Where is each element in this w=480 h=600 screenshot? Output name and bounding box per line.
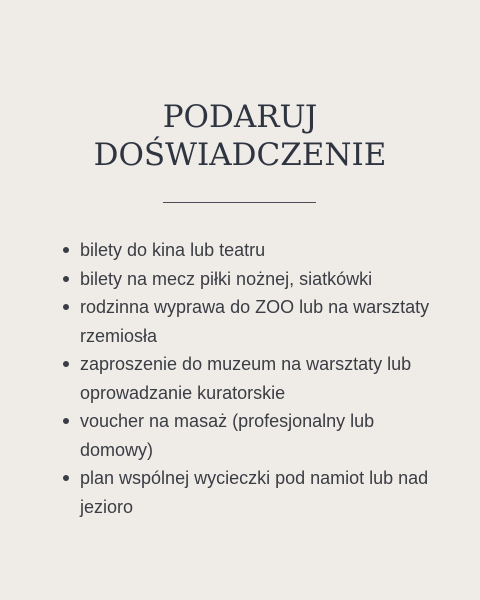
list-item [60, 464, 440, 521]
page-title [0, 98, 480, 174]
bullet-icon [63, 361, 69, 367]
list-item-text: voucher na masaż (profesjonalny lub domowy) [80, 411, 375, 460]
bullet-icon [63, 475, 69, 481]
title-line-2: DOŚWIADCZENIE [93, 137, 387, 173]
list-item-text: bilety do kina lub teatru [80, 240, 266, 260]
bullet-icon [63, 418, 69, 424]
list-item [60, 236, 440, 265]
divider [163, 202, 316, 203]
experience-list [60, 236, 440, 521]
list-item [60, 293, 440, 350]
list-item-text: plan wspólnej wycieczki pod namiot lub nad jezioro [80, 468, 429, 517]
list-item-text: zaproszenie do muzeum na warsztaty lub oprowadzanie kuratorskie [80, 354, 412, 403]
bullet-icon [63, 304, 69, 310]
list-item [60, 265, 440, 294]
list-item-text: rodzinna wyprawa do ZOO lub na warsztaty rzemiosła [80, 297, 430, 346]
bullet-icon [63, 247, 69, 253]
list-item [60, 407, 440, 464]
title-line-1: PODARUJ [162, 99, 318, 135]
list-item-text: bilety na mecz piłki nożnej, siatkówki [80, 268, 373, 289]
bullet-icon [63, 276, 69, 282]
list-item [60, 350, 440, 407]
